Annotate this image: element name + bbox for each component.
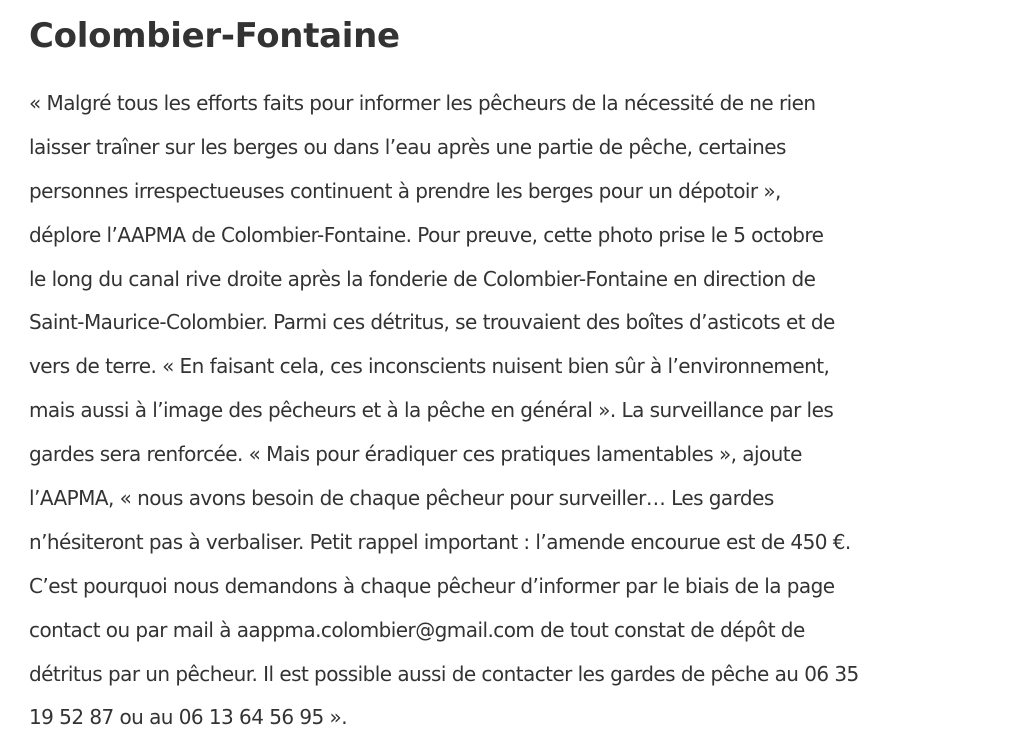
article-line: le long du canal rive droite après la fonderie de Colombier-Fontaine en direction de [29,266,816,291]
article-line: « Malgré tous les efforts faits pour informer les pêcheurs de la nécessité de ne rien [29,91,816,115]
article-line: laisser traîner sur les berges ou dans l’eau après une partie de pêche, certaines [29,134,786,159]
article-line: gardes sera renforcée. « Mais pour éradiquer ces pratiques lamentables », ajoute [29,442,802,467]
article-line: déplore l’AAPMA de Colombier-Fontaine. Pour preuve, cette photo prise le 5 octobre [29,222,824,247]
article [29,0,1004,754]
article-title: Colombier-Fontaine [29,16,400,56]
article-line: C’est pourquoi nous demandons à chaque pêcheur d’informer par le biais de la page [29,573,835,598]
article-line: détritus par un pêcheur. Il est possible aussi de contacter les gardes de pêche au 06 35 [29,661,859,686]
article-line: personnes irrespectueuses continuent à prendre les berges pour un dépotoir », [29,178,781,203]
article-line: 19 52 87 ou au 06 13 64 56 95 ». [29,705,348,730]
article-line: vers de terre. « En faisant cela, ces inconscients nuisent bien sûr à l’environnement, [29,354,830,379]
article-line: contact ou par mail à aappma.colombier@gmail.com de tout constat de dépôt de [29,617,805,642]
article-line: Saint-Maurice-Colombier. Parmi ces détritus, se trouvaient des boîtes d’asticots et de [29,310,835,335]
article-line: l’AAPMA, « nous avons besoin de chaque pêcheur pour surveiller… Les gardes [29,486,774,511]
article-line: mais aussi à l’image des pêcheurs et à la pêche en général ». La surveillance par les [29,398,834,423]
article-body [29,91,1004,754]
article-line: n’hésiteront pas à verbaliser. Petit rappel important : l’amende encourue est de 450 €. [29,529,851,554]
